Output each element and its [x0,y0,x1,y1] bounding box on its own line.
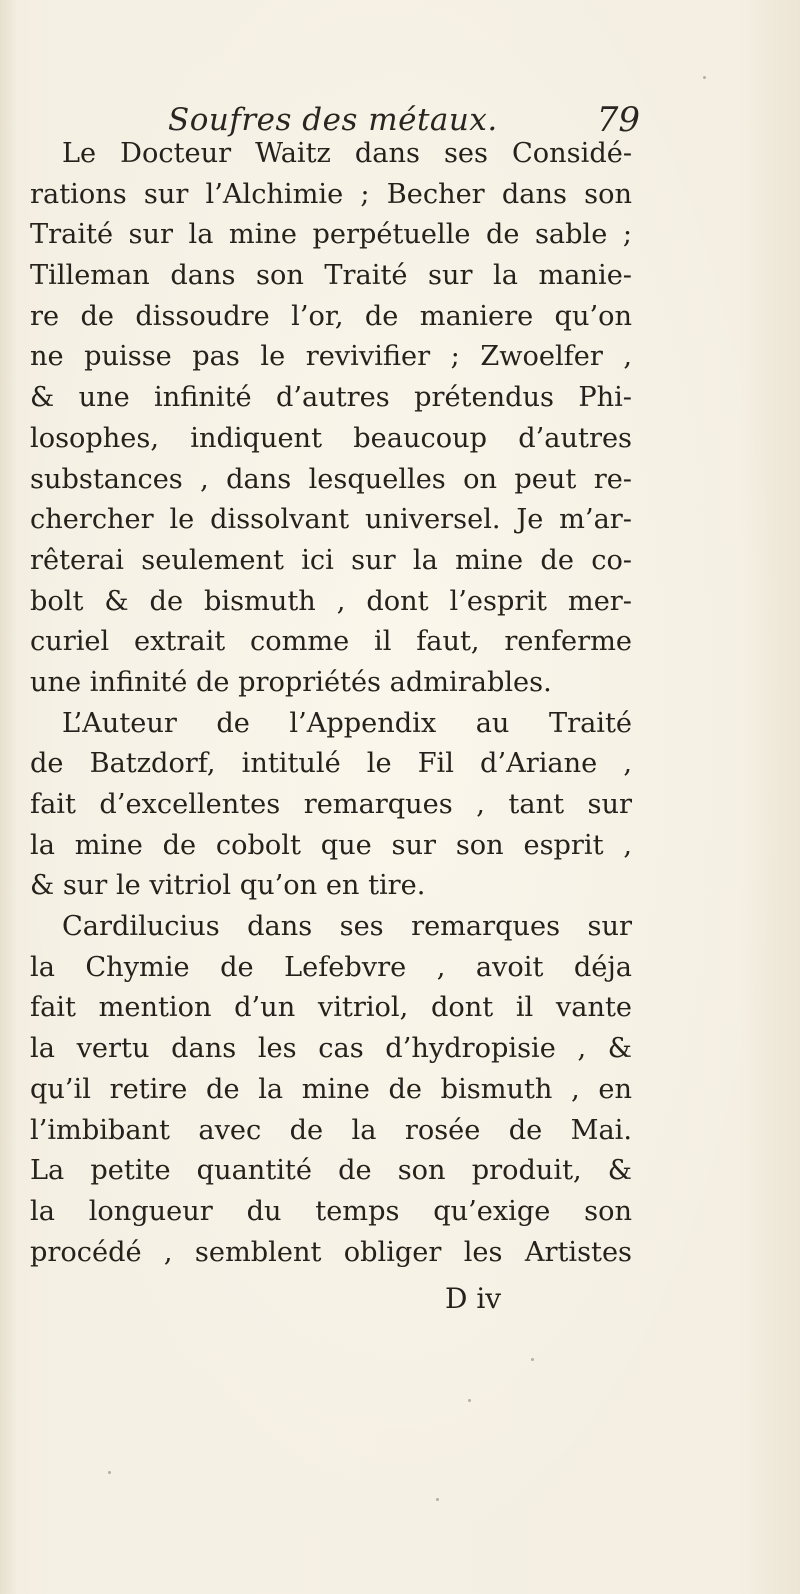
text-line: fait mention d’un vitriol, dont il vante [30,992,632,1024]
text-line: Traité sur la mine perpétuelle de sable ; [30,219,632,251]
page-number: 79 [596,100,640,140]
text-line: & une infinité d’autres prétendus Phi- [30,382,632,414]
body-text [30,134,632,1273]
text-line: chercher le dissolvant universel. Je m’ar- [30,504,632,536]
text-line: & sur le vitriol qu’on en tire. [30,870,426,902]
text-line: Cardilucius dans ses remarques sur [62,911,632,943]
text-line: losophes, indiquent beaucoup d’autres [30,422,632,454]
text-line: l’imbibant avec de la rosée de Mai. [30,1114,632,1146]
text-line: de Batzdorf, intitulé le Fil d’Ariane , [30,748,632,780]
text-line: rations sur l’Alchimie ; Becher dans son [30,178,632,210]
text-line: substances , dans lesquelles on peut re- [30,463,632,495]
text-line: la vertu dans les cas d’hydropisie , & [30,1033,632,1065]
text-line: Tilleman dans son Traité sur la manie- [30,260,632,292]
text-line: qu’il retire de la mine de bismuth , en [30,1073,632,1105]
text-line: ne puisse pas le revivifier ; Zwoelfer , [30,341,632,373]
text-line: une infinité de propriétés admirables. [30,666,552,698]
text-line: re de dissoudre l’or, de maniere qu’on [30,300,632,332]
text-line: la longueur du temps qu’exige son [30,1195,632,1227]
text-line: rêterai seulement ici sur la mine de co- [30,544,632,576]
text-line: bolt & de bismuth , dont l’esprit mer- [30,585,632,617]
text-line: curiel extrait comme il faut, renferme [30,626,632,658]
text-line: la mine de cobolt que sur son esprit , [30,829,632,861]
text-line: fait d’excellentes remarques , tant sur [30,789,632,820]
text-line: L’Auteur de l’Appendix au Traité [62,707,632,739]
signature-mark: D iv [445,1282,502,1315]
text-line: La petite quantité de son produit, & [30,1155,632,1187]
text-line: procédé , semblent obliger les Artistes [30,1236,632,1268]
text-line: Le Docteur Waitz dans ses Considé- [62,138,632,169]
text-line: la Chymie de Lefebvre , avoit déja [30,951,632,983]
running-title: Soufres des métaux. [168,102,498,138]
